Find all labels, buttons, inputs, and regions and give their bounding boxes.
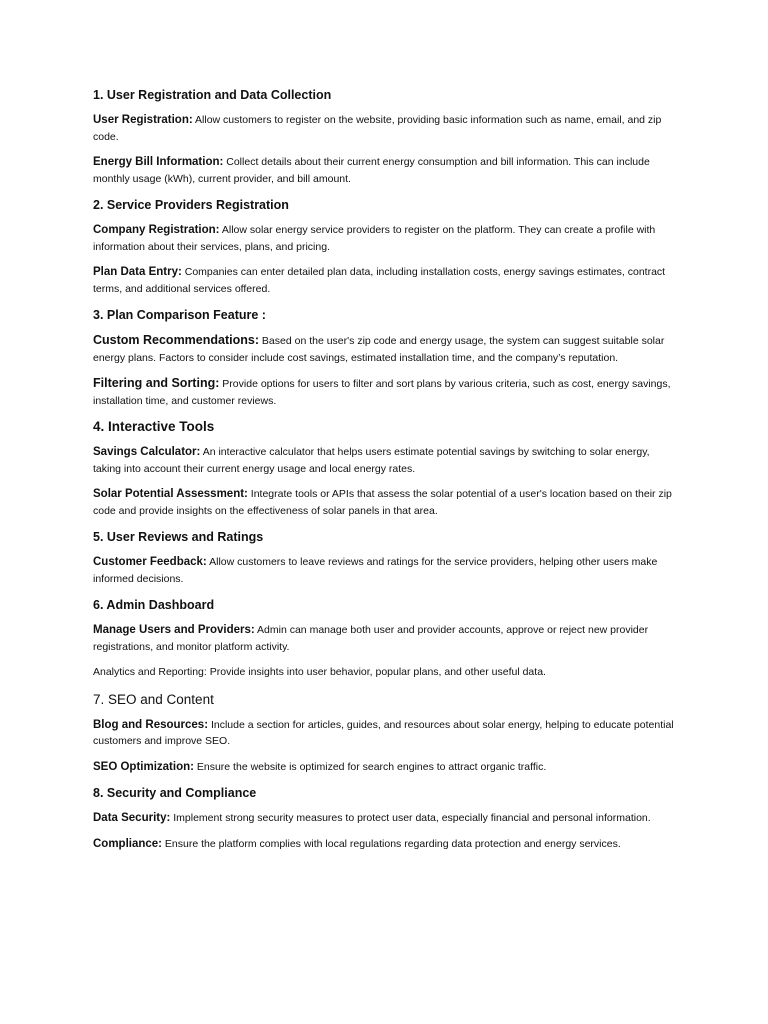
item-term: Customer Feedback: [93,556,207,568]
item-term: Data Security: [93,812,171,824]
section-item [93,375,678,409]
item-text: Allow customers to leave reviews and ratings for the service providers, helping other users make informed decisions. [93,556,658,585]
section-admin-dashboard [93,596,678,681]
section-user-reviews [93,528,678,587]
item-text: Integrate tools or APIs that assess the solar potential of a user's location based on their zip code and provide insights on the effectiveness of solar panels in that area. [93,488,672,517]
item-text: Analytics and Reporting: Provide insights into user behavior, popular plans, and other useful data. [93,666,546,678]
section-heading: 7. SEO and Content [93,691,214,707]
section-item [93,759,678,776]
section-seo-content [93,691,678,776]
item-term: Energy Bill Information: [93,156,224,168]
item-term: Custom Recommendations: [93,333,259,347]
item-term: Manage Users and Providers: [93,624,255,636]
item-text: An interactive calculator that helps users estimate potential savings by switching to solar energy, taking into account their current energy usage and local energy rates. [93,446,650,475]
section-security-compliance [93,784,678,852]
section-plan-comparison [93,306,678,409]
document-page [93,86,678,861]
item-term: Solar Potential Assessment: [93,488,248,500]
section-item [93,486,678,519]
section-user-registration [93,86,678,187]
item-text: Collect details about their current energy consumption and bill information. This can include monthly usage (kWh), current provider, and bill amount. [93,156,650,185]
item-term: User Registration: [93,114,193,126]
item-term: Savings Calculator: [93,446,201,458]
section-item [93,332,678,366]
section-item [93,664,678,681]
item-text: Ensure the platform complies with local regulations regarding data protection and energy services. [162,837,621,850]
item-term: Plan Data Entry: [93,266,182,278]
item-text: Allow customers to register on the website, providing basic information such as name, email, and zip code. [93,114,662,143]
section-item [93,222,678,255]
item-text: Admin can manage both user and provider accounts, approve or reject new provider registrations, and monitor platform activity. [93,624,649,653]
section-item [93,112,678,145]
item-term: Blog and Resources: [93,718,209,731]
item-text: Ensure the website is optimized for search engines to attract organic traffic. [193,760,547,773]
item-term: Company Registration: [93,224,220,236]
section-item [93,264,678,297]
section-item [93,622,678,655]
item-text: Allow solar energy service providers to register on the platform. They can create a profile with information about their services, plans, and pricing. [93,224,656,253]
section-item [93,810,678,827]
section-item [93,154,678,187]
item-text: Include a section for articles, guides, and resources about solar energy, helping to educate potential customers and improve SEO. [93,718,674,747]
item-text: Provide options for users to filter and sort plans by various criteria, such as cost, energy savings, installation time, and customer reviews. [93,378,671,407]
section-heading: 3. Plan Comparison Feature : [93,308,266,322]
section-heading: 2. Service Providers Registration [93,198,289,212]
section-item [93,836,678,853]
section-heading: 4. Interactive Tools [93,419,215,434]
item-text: Implement strong security measures to protect user data, especially financial and personal information. [170,812,651,824]
section-interactive-tools [93,418,678,519]
section-heading: 8. Security and Compliance [93,786,257,800]
section-item [93,554,678,587]
item-term: Compliance: [93,837,163,850]
section-item [93,717,678,750]
section-item [93,444,678,477]
item-term: Filtering and Sorting: [93,376,220,390]
section-heading: 5. User Reviews and Ratings [93,530,264,544]
section-service-providers [93,196,678,297]
item-text: Companies can enter detailed plan data, including installation costs, energy savings estimates, contract terms, and additional services offered. [93,266,666,295]
item-text: Based on the user's zip code and energy usage, the system can suggest suitable solar energy plans. Factors to consider include cost savings, estimated installation time, and the company’s reputation. [93,335,665,364]
section-heading: 6. Admin Dashboard [93,598,215,612]
section-heading: 1. User Registration and Data Collection [93,88,332,102]
item-term: SEO Optimization: [93,760,194,773]
